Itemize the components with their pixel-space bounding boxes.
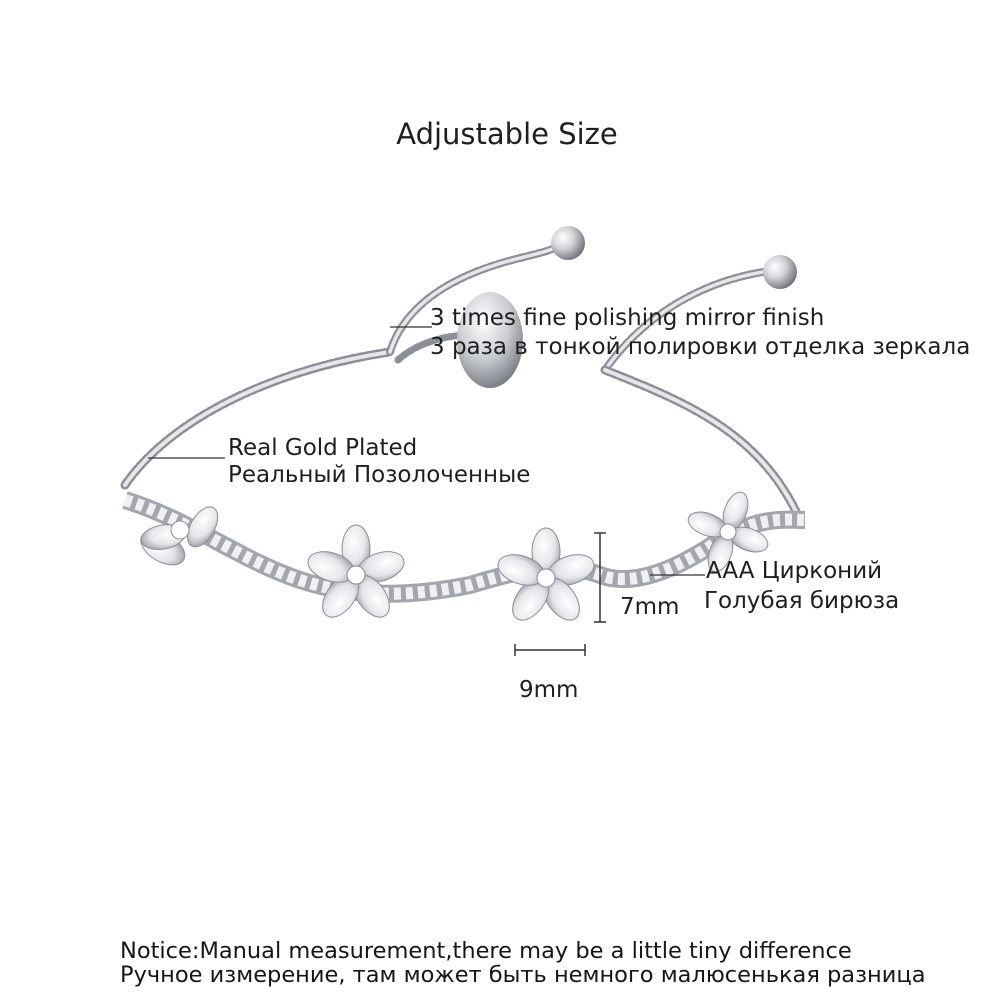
polish-caption-ru: 3 раза в тонкой полировки отделка зеркала [430,334,971,360]
notice-ru: Ручное измерение, там может быть немного малюсенькая разница [120,962,926,988]
width-dimension-label: 9mm [519,677,579,703]
width-dimension-marker [515,644,585,656]
end-ball-right [763,255,797,289]
plating-caption-ru: Реальный Позолоченные [228,462,531,488]
plating-caption-en: Real Gold Plated [228,435,418,461]
flower-cluster-center-left [304,525,408,624]
stone-caption-line1: AAA Цирконий [706,558,883,584]
notice-en: Notice:Manual measurement,there may be a little tiny difference [120,938,852,964]
height-dimension-label: 7mm [620,594,680,620]
page-title: Adjustable Size [396,117,618,151]
flower-cluster-center-right [494,528,598,627]
end-ball-left [551,226,585,260]
stone-caption-line2: Голубая бирюза [704,588,900,614]
polish-caption-en: 3 times fine polishing mirror finish [430,305,825,331]
